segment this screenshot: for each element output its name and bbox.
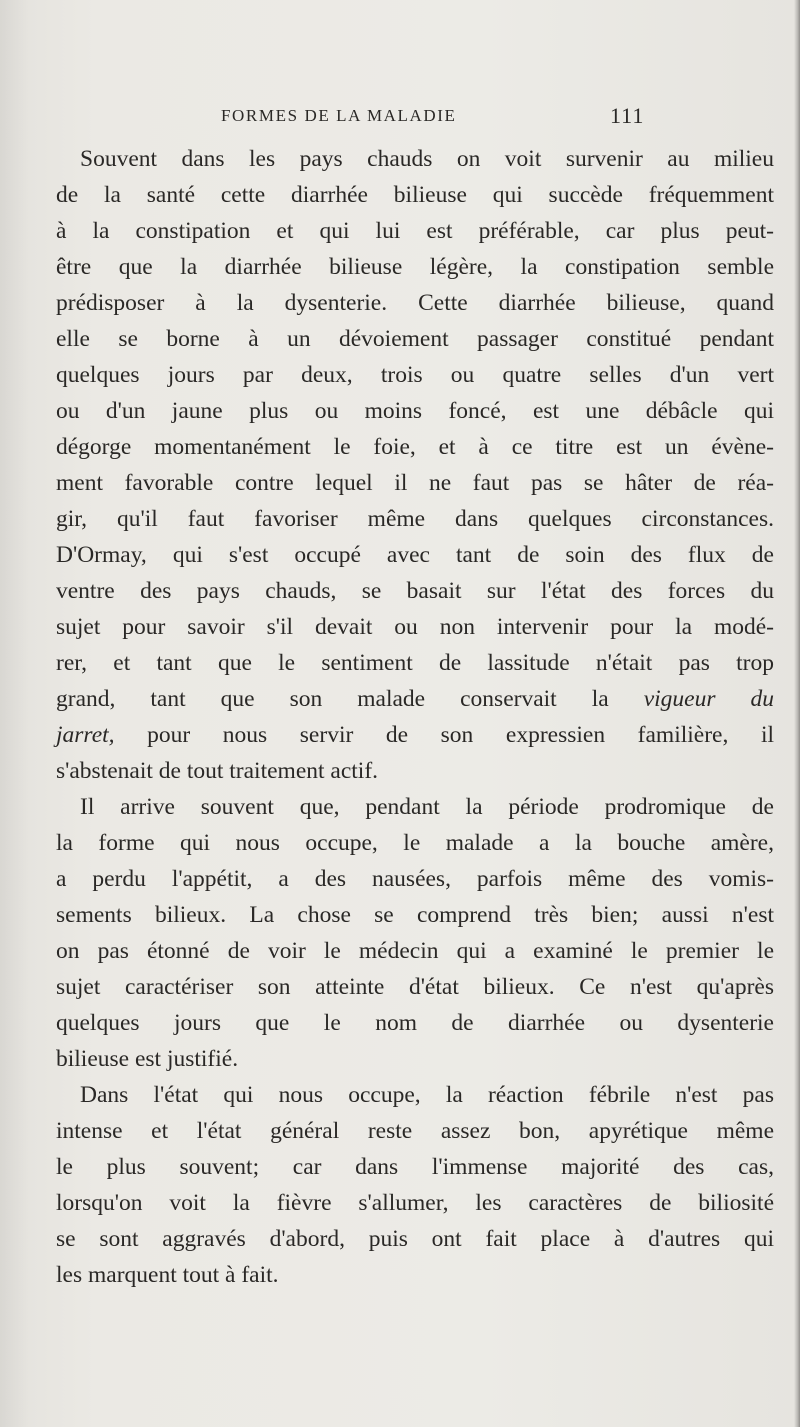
text-line-11: gir, qu'il faut favoriser même dans quelques circonstances.: [56, 506, 774, 532]
italic-phrase-jarret: jarret,: [56, 722, 115, 748]
text-line-28: intense et l'état général reste assez bon, apyrétique même: [56, 1118, 774, 1144]
text-line-12: D'Ormay, qui s'est occupé avec tant de soin des flux de: [56, 542, 774, 568]
text-line-8: ou d'un jaune plus ou moins foncé, est une débâcle qui: [56, 398, 774, 424]
text-line-26: bilieuse est justifié.: [56, 1046, 239, 1072]
text-line-18: s'abstenait de tout traitement actif.: [56, 758, 379, 784]
page-number: 111: [610, 103, 645, 128]
text-line-23: on pas étonné de voir le médecin qui a examiné le premier le: [56, 938, 774, 964]
text-line-2: de la santé cette diarrhée bilieuse qui succède fréquemment: [56, 182, 774, 208]
text-line-30: lorsqu'on voit la fièvre s'allumer, les caractères de biliosité: [56, 1190, 774, 1216]
page-edge-shadow: [794, 0, 800, 1427]
running-head: [0, 101, 800, 131]
text-line-16-roman: grand, tant que son malade conservait la: [56, 686, 609, 712]
text-line-15: rer, et tant que le sentiment de lassitude n'était pas trop: [56, 650, 774, 676]
text-line-17-roman: pour nous servir de son expressien familière, il: [114, 722, 774, 748]
text-line-7: quelques jours par deux, trois ou quatre selles d'un vert: [56, 362, 774, 388]
text-line-1: Souvent dans les pays chauds on voit survenir au milieu: [80, 146, 774, 172]
running-head-title: FORMES DE LA MALADIE: [221, 106, 457, 125]
text-line-4: être que la diarrhée bilieuse légère, la constipation semble: [56, 254, 774, 280]
text-line-29: le plus souvent; car dans l'immense majorité des cas,: [56, 1154, 774, 1180]
page-gutter-shadow: [0, 0, 30, 1427]
text-line-16: [56, 681, 774, 717]
text-line-5: prédisposer à la dysenterie. Cette diarrhée bilieuse, quand: [56, 290, 774, 316]
text-line-19: Il arrive souvent que, pendant la période prodromique de: [80, 794, 774, 820]
text-line-25: quelques jours que le nom de diarrhée ou dysenterie: [56, 1010, 774, 1036]
text-line-3: à la constipation et qui lui est préférable, car plus peut-: [56, 218, 774, 244]
text-line-22: sements bilieux. La chose se comprend très bien; aussi n'est: [56, 902, 774, 928]
text-line-14: sujet pour savoir s'il devait ou non intervenir pour la modé-: [56, 614, 774, 640]
text-line-31: se sont aggravés d'abord, puis ont fait place à d'autres qui: [56, 1226, 774, 1252]
text-line-6: elle se borne à un dévoiement passager constitué pendant: [56, 326, 774, 352]
text-line-9: dégorge momentanément le foie, et à ce titre est un évène-: [56, 434, 774, 460]
text-line-32: les marquent tout à fait.: [56, 1262, 279, 1288]
text-line-27: Dans l'état qui nous occupe, la réaction fébrile n'est pas: [80, 1082, 774, 1108]
body-text: [56, 141, 774, 1293]
text-line-10: ment favorable contre lequel il ne faut pas se hâter de réa-: [56, 470, 774, 496]
italic-phrase-vigueur: vigueur du: [643, 686, 774, 712]
text-line-20: la forme qui nous occupe, le malade a la bouche amère,: [56, 830, 774, 856]
text-line-17: [56, 717, 774, 753]
text-line-24: sujet caractériser son atteinte d'état bilieux. Ce n'est qu'après: [56, 974, 774, 1000]
text-line-13: ventre des pays chauds, se basait sur l'état des forces du: [56, 578, 774, 604]
text-line-21: a perdu l'appétit, a des nausées, parfois même des vomis-: [56, 866, 774, 892]
